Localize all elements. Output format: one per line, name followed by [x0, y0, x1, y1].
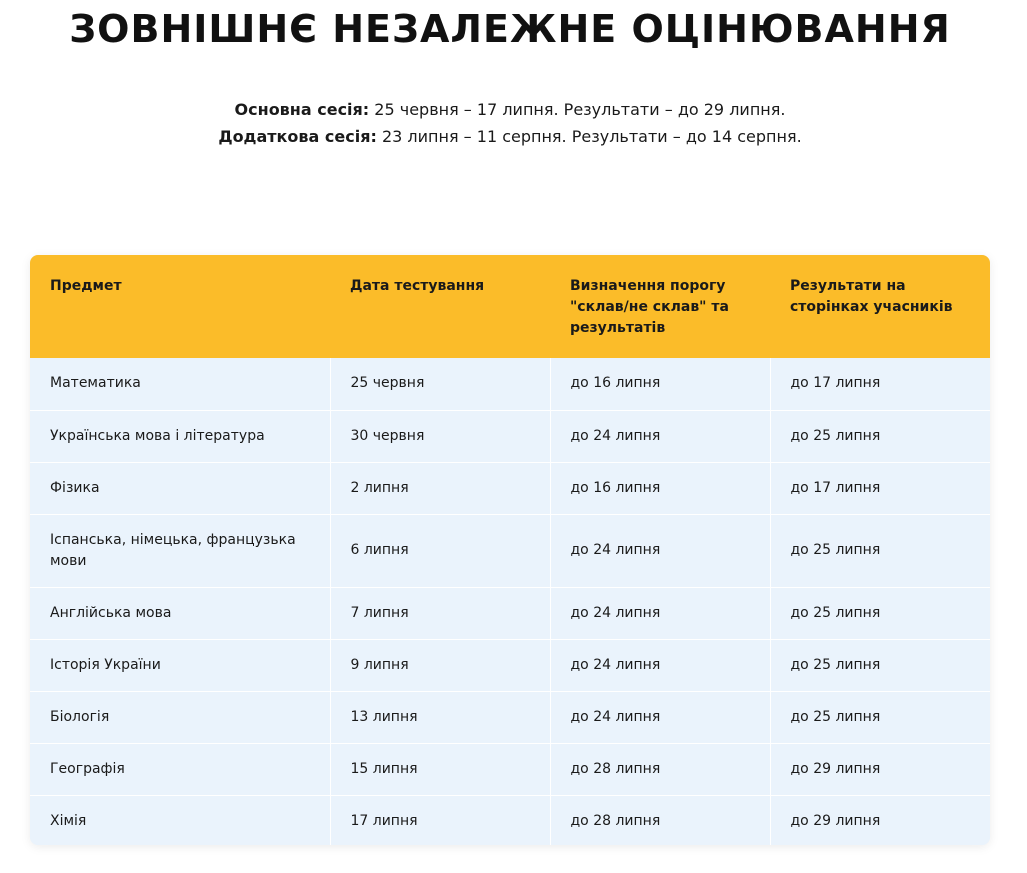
page-title: ЗОВНІШНЄ НЕЗАЛЕЖНЕ ОЦІНЮВАННЯ: [69, 7, 951, 51]
cell-test-date: 13 липня: [330, 691, 550, 743]
cell-test-date: 6 липня: [330, 514, 550, 587]
additional-session-text: 23 липня – 11 серпня. Результати – до 14 серпня.: [381, 127, 802, 146]
cell-subject: Англійська мова: [30, 587, 330, 639]
header-subject: Предмет: [50, 278, 122, 294]
cell-subject: Українська мова і література: [30, 410, 330, 462]
header-threshold: Визначення порогу "склав/не склав" та результатів: [570, 278, 729, 336]
cell-subject: Біологія: [30, 691, 330, 743]
additional-session: [0, 123, 1020, 150]
schedule-table-container: [30, 255, 990, 845]
cell-results: до 17 липня: [770, 358, 990, 410]
cell-threshold: до 24 липня: [550, 691, 770, 743]
cell-results: до 25 липня: [770, 410, 990, 462]
cell-threshold: до 24 липня: [550, 587, 770, 639]
table-row: [30, 462, 990, 514]
cell-threshold: до 16 липня: [550, 358, 770, 410]
header-test-date: Дата тестування: [350, 278, 485, 294]
cell-subject: Історія України: [30, 639, 330, 691]
cell-results: до 29 липня: [770, 743, 990, 795]
cell-threshold: до 28 липня: [550, 795, 770, 845]
table-row: [30, 410, 990, 462]
cell-threshold: до 24 липня: [550, 639, 770, 691]
additional-session-label: Додаткова сесія:: [218, 127, 377, 146]
table-header-row: [30, 255, 990, 358]
cell-threshold: до 16 липня: [550, 462, 770, 514]
header-results: Результати на сторінках учасників: [790, 278, 953, 315]
cell-results: до 17 липня: [770, 462, 990, 514]
cell-results: до 25 липня: [770, 691, 990, 743]
table-row: [30, 691, 990, 743]
cell-subject: Математика: [30, 358, 330, 410]
main-session-label: Основна сесія:: [234, 100, 370, 119]
table-row: [30, 587, 990, 639]
cell-subject: Фізика: [30, 462, 330, 514]
cell-results: до 25 липня: [770, 639, 990, 691]
cell-threshold: до 28 липня: [550, 743, 770, 795]
cell-results: до 29 липня: [790, 812, 881, 829]
schedule-table: [30, 255, 990, 845]
cell-test-date: 2 липня: [330, 462, 550, 514]
table-row: [30, 514, 990, 587]
main-session-text: 25 червня – 17 липня. Результати – до 29 липня.: [374, 100, 786, 119]
cell-test-date: 17 липня: [330, 795, 550, 845]
cell-test-date: 15 липня: [330, 743, 550, 795]
sessions-info: [0, 96, 1020, 150]
cell-subject: Іспанська, німецька, французька мови: [30, 514, 330, 587]
cell-test-date: 9 липня: [330, 639, 550, 691]
table-header: [30, 255, 990, 358]
cell-test-date: 30 червня: [330, 410, 550, 462]
table-row: [30, 358, 990, 410]
main-session: [0, 96, 1020, 123]
cell-results: до 25 липня: [770, 587, 990, 639]
cell-test-date: 7 липня: [330, 587, 550, 639]
cell-subject: Географія: [30, 743, 330, 795]
cell-subject: Хімія: [30, 795, 330, 845]
table-row: [30, 795, 990, 845]
table-row: [30, 639, 990, 691]
cell-threshold: до 24 липня: [550, 514, 770, 587]
cell-results: до 25 липня: [770, 514, 990, 587]
cell-test-date: 25 червня: [330, 358, 550, 410]
table-body: [30, 358, 990, 845]
cell-threshold: до 24 липня: [550, 410, 770, 462]
table-row: [30, 743, 990, 795]
